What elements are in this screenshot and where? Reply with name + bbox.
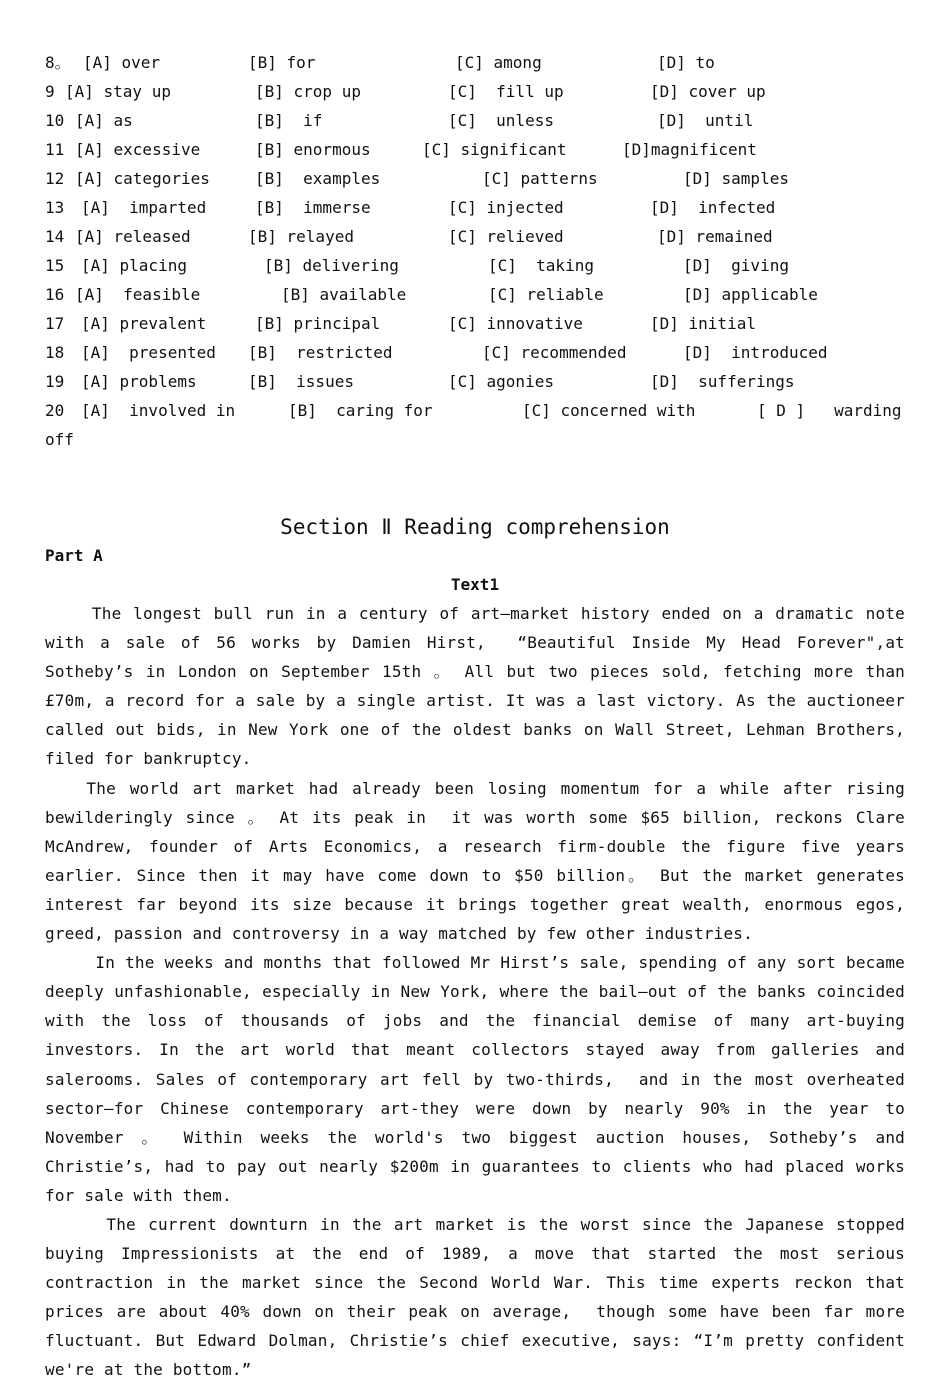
question-number: 18 (45, 343, 65, 362)
question-number: 14 (45, 227, 65, 246)
option-c: [C] injected (448, 198, 564, 217)
option-b: [B] available (281, 285, 407, 304)
option-d: [D] applicable (683, 285, 818, 304)
question-number: 11 (45, 140, 65, 159)
option-b: [B] immerse (255, 198, 371, 217)
text-title: Text1 (450, 575, 500, 594)
option-c: [C] recommended (482, 343, 627, 362)
question-number: 15 (45, 256, 65, 275)
option-a: [A] problems (81, 372, 197, 391)
option-a: [A] categories (75, 169, 210, 188)
option-a: [A] as (75, 111, 133, 130)
option-d: [D] to (657, 53, 715, 72)
option-b: [B] delivering (264, 256, 399, 275)
option-a: [A] stay up (65, 82, 171, 101)
option-d: [D] initial (650, 314, 756, 333)
option-b: [B] caring for (288, 401, 433, 420)
option-b: [B] principal (255, 314, 381, 333)
option-b: [B] relayed (248, 227, 354, 246)
option-a: [A] prevalent (81, 314, 207, 333)
option-b: [B] examples (255, 169, 381, 188)
paragraph: The current downturn in the art market is the worst since the Japanese stopped buying Impressionists at the end of 1989, a move that started the most serious contraction in the market since the Second World War. This time experts reckon that prices are about 40% down on their peak on average, though some have been far more fluctuant. But Edward Dolman, Christie’s chief executive, says: “I’m pretty confident we're at the bottom.” (45, 1214, 915, 1380)
option-a: [A] feasible (75, 285, 201, 304)
option-c: [C] agonies (448, 372, 554, 391)
option-c: [C] significant (422, 140, 567, 159)
option-c: [C] patterns (482, 169, 598, 188)
question-number: 12 (45, 169, 65, 188)
option-a: [A] placing (81, 256, 187, 275)
option-b: [B] if (255, 111, 323, 130)
paragraph: The longest bull run in a century of art—market history ended on a dramatic note with a sale of 56 works by Damien Hirst, “Beautiful Inside My Head Forever",at Sotheby’s in London on September 15th 。 All but two pieces sold, fetching more than £70m, a record for a sale by a single artist. It was a last victory. As the auctioneer called out bids, in New York one of the oldest banks on Wall Street, Lehman Brothers, filed for bankruptcy. (45, 604, 915, 769)
option-c: [C] reliable (488, 285, 604, 304)
option-b: [B] enormous (255, 140, 371, 159)
option-a: [A] presented (81, 343, 216, 362)
question-number: 17 (45, 314, 65, 333)
option-d: [D] samples (683, 169, 789, 188)
paragraph: In the weeks and months that followed Mr Hirst’s sale, spending of any sort became deeply unfashionable, especially in New York, where the bail—out of the banks coincided with the loss of thousands of jobs and the financial demise of many art-buying investors. In the art world that meant collectors stayed away from galleries and salerooms. Sales of contemporary art fell by two-thirds, and in the most overheated sector—for Chinese contemporary art-they were down by nearly 90% in the year to November 。 Within weeks the world's two biggest auction houses, Sotheby’s and Christie’s, had to pay out nearly $200m in guarantees to clients who had placed works for sale with them. (45, 953, 915, 1205)
option-d: [D] sufferings (650, 372, 795, 391)
option-d: [D] giving (683, 256, 789, 275)
question-number: 16 (45, 285, 65, 304)
option-a: [A] released (75, 227, 191, 246)
option-d: [D]magnificent (622, 140, 757, 159)
option-c: [C] innovative (448, 314, 583, 333)
question-number: 10 (45, 111, 65, 130)
paragraph: The world art market had already been losing momentum for a while after rising bewilderingly since 。 At its peak in it was worth some $65 billion, reckons Clare McAndrew, founder of Arts Economics, a research firm-double the figure five years earlier. Since then it may have come down to $50 billion。 But the market generates interest far beyond its size because it brings together great wealth, enormous egos, greed, passion and controversy in a way matched by few other industries. (45, 778, 915, 944)
question-number: 13 (45, 198, 65, 217)
reading-passage (45, 599, 915, 1385)
part-label: Part A (45, 546, 103, 565)
option-c: [C] taking (488, 256, 594, 275)
question-number: 8。 (45, 53, 71, 72)
option-b: [B] restricted (248, 343, 393, 362)
option-d: [D] until (657, 111, 754, 130)
option-c: [C] relieved (448, 227, 564, 246)
question-number: 19 (45, 372, 65, 391)
option-a: [A] excessive (75, 140, 201, 159)
option-b: [B] crop up (255, 82, 361, 101)
option-d: [D] remained (657, 227, 773, 246)
question-number: 20 (45, 401, 65, 420)
option-d: [D] introduced (683, 343, 828, 362)
option-b: [B] issues (248, 372, 354, 391)
question-20-wrap: off (45, 430, 74, 449)
option-d: [D] cover up (650, 82, 766, 101)
option-c: [C] concerned with (522, 401, 696, 420)
option-c: [C] fill up (448, 82, 564, 101)
question-number: 9 (45, 82, 55, 101)
option-b: [B] for (248, 53, 316, 72)
option-c: [C] unless (448, 111, 554, 130)
section-title: Section Ⅱ Reading comprehension (280, 515, 670, 539)
option-c: [C] among (455, 53, 542, 72)
option-a: [A] over (83, 53, 161, 72)
option-a: [A] imparted (81, 198, 207, 217)
option-d: [ D ] warding (757, 401, 902, 420)
option-a: [A] involved in (81, 401, 236, 420)
option-d: [D] infected (650, 198, 776, 217)
